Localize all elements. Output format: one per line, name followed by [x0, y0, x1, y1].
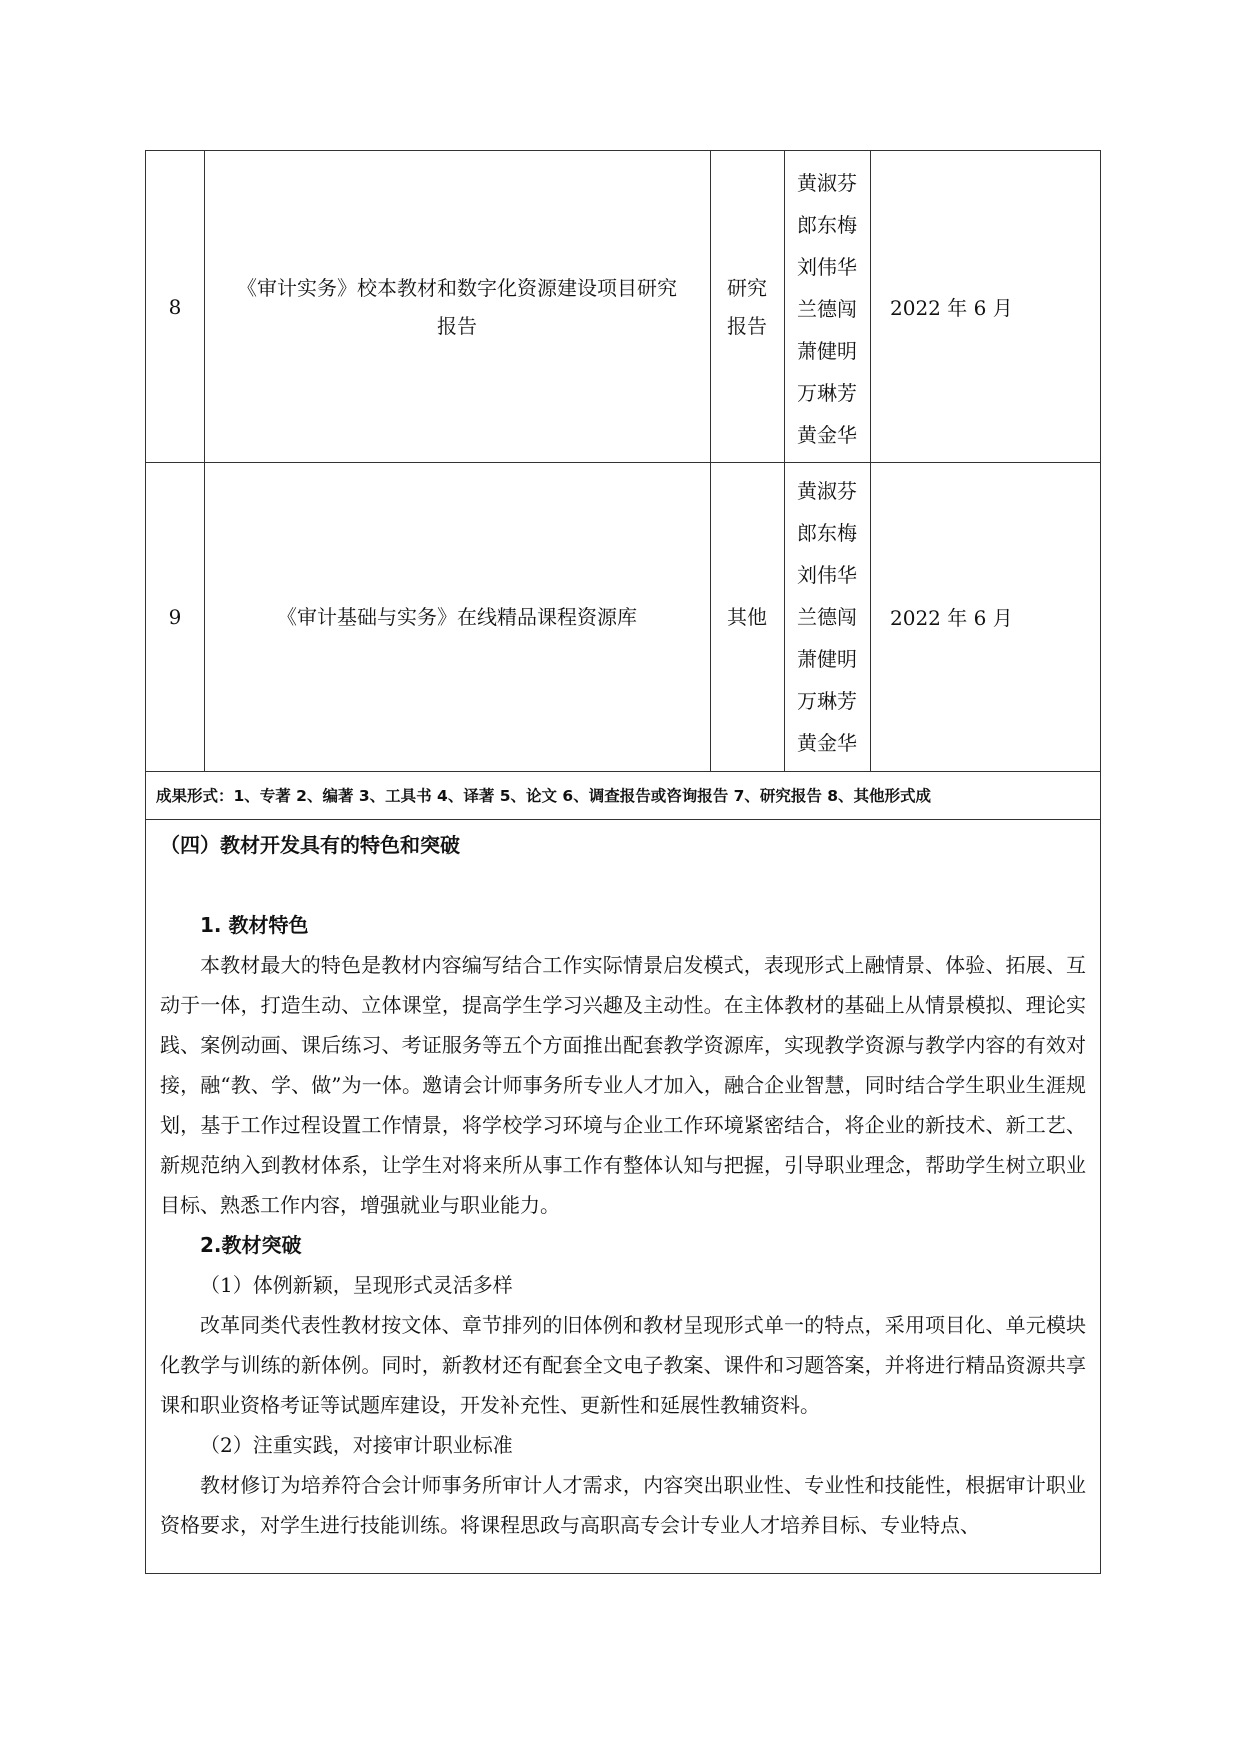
features-paragraph: 本教材最大的特色是教材内容编写结合工作实际情景启发模式，表现形式上融情景、体验、拓展、互动于一体，打造生动、立体课堂，提高学生学习兴趣及主动性。在主体教材的基础上从情景模拟、理论实践、案例动画、课后练习、考证服务等五个方面推出配套教学资源库，实现教学资源与教学内容的有效对接，融“教、学、做”为一体。邀请会计师事务所专业人才加入，融合企业智慧，同时结合学生职业生涯规划，基于工作过程设置工作情景，将学校学习环境与企业工作环境紧密结合，将企业的新技术、新工艺、新规范纳入到教材体系，让学生对将来所从事工作有整体认知与把握，引导职业理念，帮助学生树立职业目标、熟悉工作内容，增强就业与职业能力。: [160, 953, 1086, 1217]
author-name: 黄淑芬: [797, 479, 857, 503]
author-name: 刘伟华: [797, 563, 857, 587]
author-name: 万琳芳: [797, 689, 857, 713]
authors-list: [784, 159, 870, 459]
author-name: 兰德闯: [797, 297, 857, 321]
row-number: 9: [168, 604, 182, 629]
achievement-table: [145, 150, 1101, 1574]
breakthrough-heading: 2.教材突破: [200, 1233, 302, 1257]
subheading-2: （2）注重实践，对接审计职业标准: [200, 1433, 513, 1457]
author-name: 兰德闯: [797, 605, 857, 629]
subheading-1: （1）体例新颖，呈现形式灵活多样: [200, 1273, 513, 1297]
title-line: 报告: [437, 313, 477, 338]
achievement-title: 《审计基础与实务》在线精品课程资源库: [277, 604, 637, 629]
author-name: 萧健明: [797, 339, 857, 363]
author-name: 郎东梅: [797, 213, 857, 237]
title-line: 《审计实务》校本教材和数字化资源建设项目研究: [237, 275, 677, 300]
achievement-title: [204, 151, 710, 462]
author-name: 郎东梅: [797, 521, 857, 545]
features-heading: 1. 教材特色: [200, 913, 309, 937]
achievement-type: 其他: [727, 604, 767, 629]
author-name: 黄淑芬: [797, 171, 857, 195]
author-name: 刘伟华: [797, 255, 857, 279]
section-heading: （四）教材开发具有的特色和突破: [160, 833, 460, 857]
completion-date: 2022 年 6 月: [890, 296, 1013, 320]
type-line: 研究: [727, 275, 767, 300]
authors-list: [784, 467, 870, 767]
subheading-1-paragraph: 改革同类代表性教材按文体、章节排列的旧体例和教材呈现形式单一的特点，采用项目化、单元模块化教学与训练的新体例。同时，新教材还有配套全文电子教案、课件和习题答案，并将进行精品资源共享课和职业资格考证等试题库建设，开发补充性、更新性和延展性教辅资料。: [160, 1313, 1086, 1417]
author-name: 万琳芳: [797, 381, 857, 405]
completion-date: 2022 年 6 月: [890, 606, 1013, 630]
author-name: 萧健明: [797, 647, 857, 671]
achievement-type: [710, 151, 784, 462]
author-name: 黄金华: [797, 731, 857, 755]
features-section: [146, 819, 1100, 1545]
author-name: 黄金华: [797, 423, 857, 447]
subheading-2-paragraph: 教材修订为培养符合会计师事务所审计人才需求，内容突出职业性、专业性和技能性，根据审计职业资格要求，对学生进行技能训练。将课程思政与高职高专会计专业人才培养目标、专业特点、: [160, 1473, 1086, 1537]
achievement-form-legend: 成果形式：1、专著 2、编著 3、工具书 4、译著 5、论文 6、调查报告或咨询报告 7、研究报告 8、其他形式成: [156, 787, 932, 805]
row-number: 8: [168, 294, 182, 319]
type-line: 报告: [727, 313, 767, 338]
